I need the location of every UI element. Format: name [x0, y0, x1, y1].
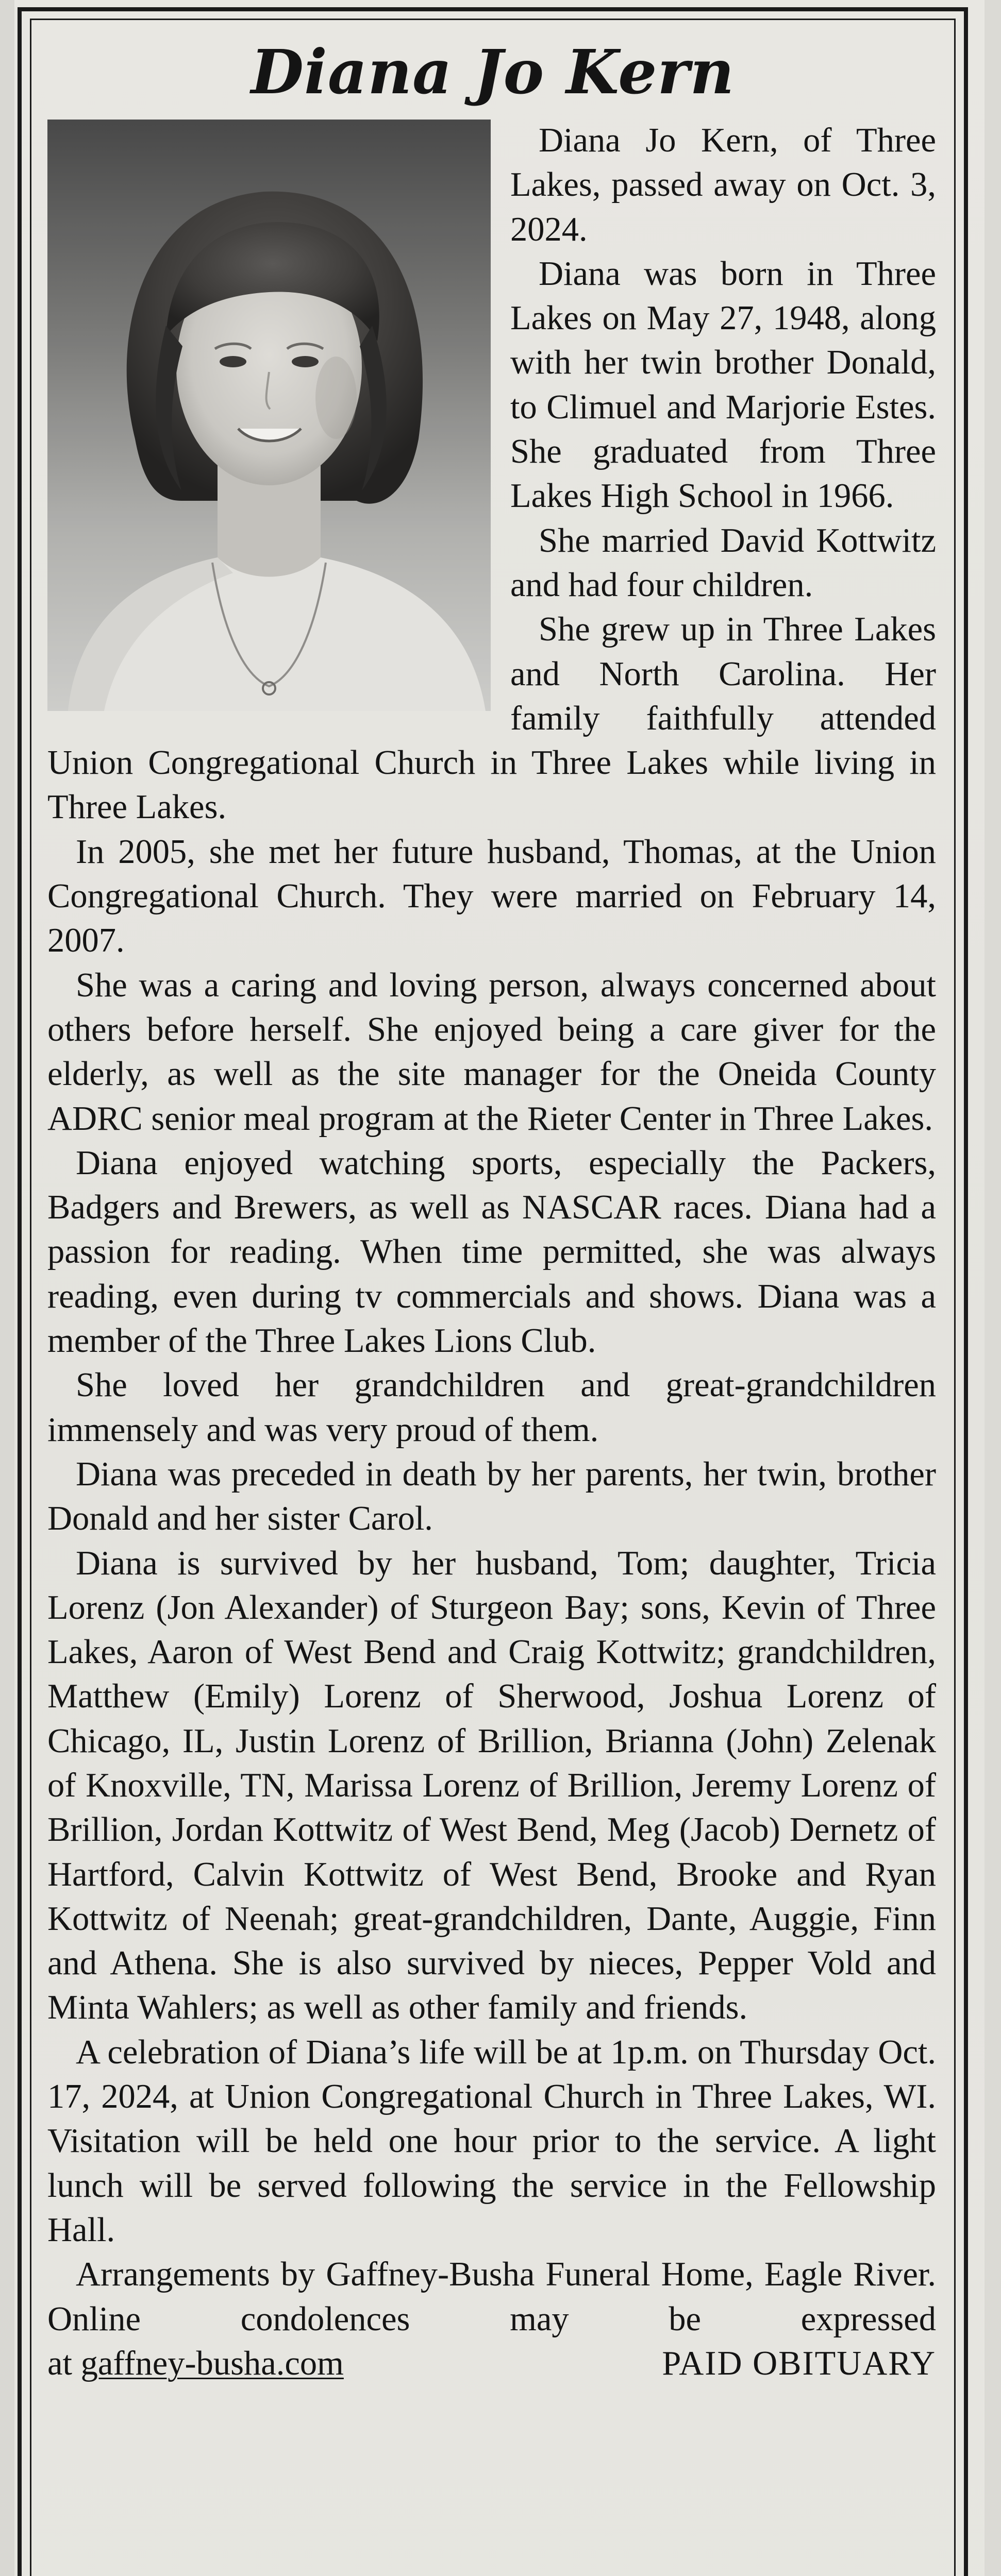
obituary-body — [47, 118, 936, 2386]
obituary-title: Diana Jo Kern — [251, 36, 735, 108]
paragraph-arrangements: Arrangements by Gaffney-Busha Funeral Home, Eagle River. Online condolences may be expressed — [47, 2256, 936, 2338]
closing-line — [47, 2342, 936, 2386]
website-prefix: at — [47, 2344, 72, 2382]
closing-section — [47, 2252, 936, 2386]
paragraph-death-notice: Diana Jo Kern, of Three Lakes, passed away on Oct. 3, 2024. — [510, 122, 936, 248]
paragraph-second-marriage: In 2005, she met her future husband, Thomas, at the Union Congregational Church. They were married on February 14, 2007. — [47, 833, 936, 960]
website-link[interactable]: gaffney-busha.com — [80, 2344, 344, 2382]
website-line — [47, 2342, 344, 2386]
paragraph-marriage: She married David Kottwitz and had four children. — [510, 521, 936, 604]
adjacent-column-right — [985, 0, 1001, 2576]
paragraph-survivors: Diana is survived by her husband, Tom; daughter, Tricia Lorenz (Jon Alexander) of Sturgeon Bay; sons, Kevin of Three Lakes, Aaron of West Bend and Craig Kottwitz; grandchildren, Matthew (Emily) Lorenz of Sherwood, Joshua Lorenz of Chicago, IL, Justin Lorenz of Brillion, Brianna (John) Zelenak of Knoxville, TN, Marissa Lorenz of Brillion, Jeremy Lorenz of Brillion, Jordan Kottwitz of West Bend, Meg (Jacob) Dernetz of Hartford, Calvin Kottwitz of West Bend, Brooke and Ryan Kottwitz of Neenah; great-grandchildren, Dante, Auggie, Finn and Athena. She is also survived by nieces, Pepper Vold and Minta Wahlers; as well as other family and friends. — [47, 1544, 936, 2027]
paragraph-character: She was a caring and loving person, always concerned about others before herself. She enjoyed being a care giver for the elderly, as well as the site manager for the Oneida County ADRC senior meal program at the Rieter Center in Three Lakes. — [47, 966, 936, 1138]
paragraph-service: A celebration of Diana’s life will be at 1p.m. on Thursday Oct. 17, 2024, at Union Congregational Church in Three Lakes, WI. Visitation will be held one hour prior to the service. A light lunch will be served following the service in the Fellowship Hall. — [47, 2033, 936, 2249]
paragraph-upbringing: She grew up in Three Lakes and North Carolina. Her family faithfully attended Union Congregational Church in Three Lakes while living in Three Lakes. — [47, 611, 936, 826]
paragraph-interests: Diana enjoyed watching sports, especially the Packers, Badgers and Brewers, as well as NASCAR races. Diana had a passion for reading. When time permitted, she was always reading, even during tv commercials and shows. Diana was a member of the Three Lakes Lions Club. — [47, 1144, 936, 1360]
paragraph-birth: Diana was born in Three Lakes on May 27, 1948, along with her twin brother Donald, to Climuel and Marjorie Estes. She graduated from Three Lakes High School in 1966. — [510, 255, 936, 515]
paragraph-preceded: Diana was preceded in death by her parents, her twin, brother Donald and her sister Carol. — [47, 1455, 936, 1538]
paragraph-grandchildren: She loved her grandchildren and great-grandchildren immensely and was very proud of them. — [47, 1366, 936, 1449]
photo-float-spacer — [47, 118, 491, 712]
adjacent-column-left — [0, 0, 14, 2576]
paid-obituary-label: PAID OBITUARY — [662, 2344, 936, 2382]
